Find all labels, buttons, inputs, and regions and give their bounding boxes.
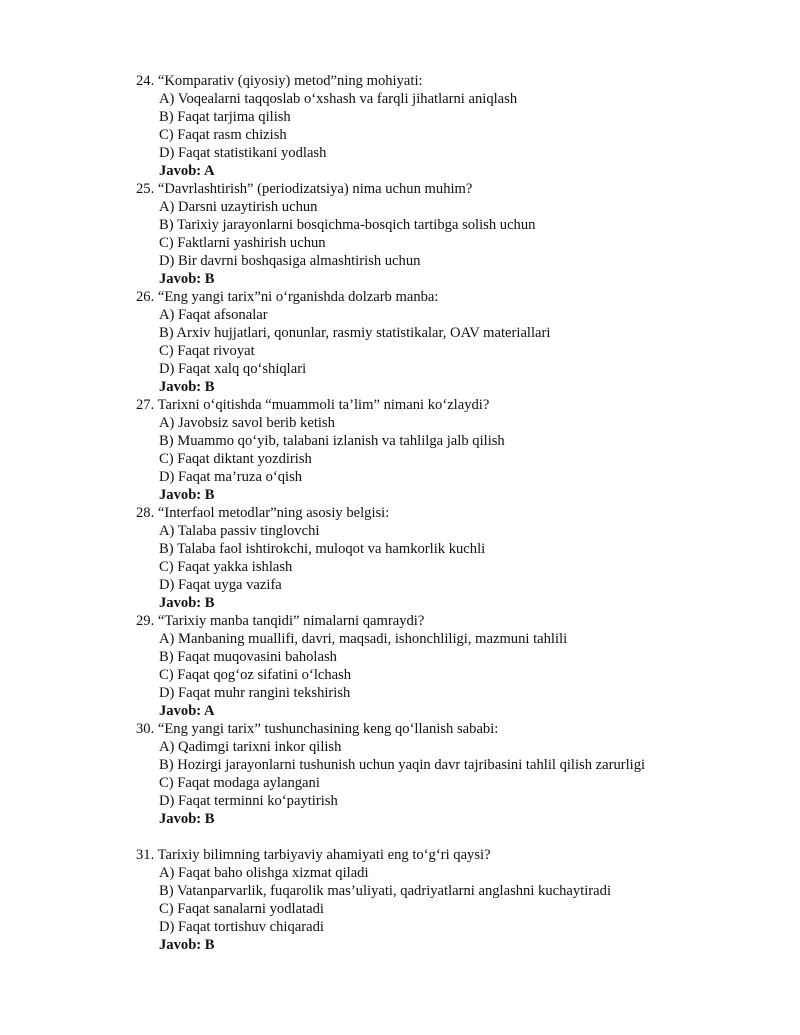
answer-key: Javob: B <box>159 937 215 953</box>
option-d: D) Bir davrni boshqasiga almashtirish uchun <box>159 253 421 269</box>
option-a: A) Javobsiz savol berib ketish <box>159 415 335 431</box>
option-d: D) Faqat muhr rangini tekshirish <box>159 685 351 701</box>
option-b: B) Muammo qo‘yib, talabani izlanish va tahlilga jalb qilish <box>159 433 505 449</box>
option-b: B) Talaba faol ishtirokchi, muloqot va hamkorlik kuchli <box>159 541 486 557</box>
option-c: C) Faqat qog‘oz sifatini o‘lchash <box>159 667 352 683</box>
option-c: C) Faqat yakka ishlash <box>159 559 293 575</box>
option-c: C) Faqat diktant yozdirish <box>159 451 312 467</box>
answer-key: Javob: B <box>159 379 215 395</box>
blank-line <box>136 828 786 846</box>
option-b: B) Arxiv hujjatlari, qonunlar, rasmiy statistikalar, OAV materiallari <box>159 325 551 341</box>
option-c: C) Faqat modaga aylangani <box>159 775 320 791</box>
question-24 <box>136 72 786 180</box>
answer-key: Javob: A <box>159 703 215 719</box>
answer-key: Javob: A <box>159 163 215 179</box>
option-b: B) Faqat tarjima qilish <box>159 109 291 125</box>
option-d: D) Faqat tortishuv chiqaradi <box>159 919 324 935</box>
option-b: B) Vatanparvarlik, fuqarolik mas’uliyati, qadriyatlarni anglashni kuchaytiradi <box>159 883 611 899</box>
question-text: 31. Tarixiy bilimning tarbiyaviy ahamiyati eng to‘g‘ri qaysi? <box>136 847 491 863</box>
option-d: D) Faqat terminni ko‘paytirish <box>159 793 338 809</box>
option-a: A) Darsni uzaytirish uchun <box>159 199 318 215</box>
question-text: 27. Tarixni o‘qitishda “muammoli ta’lim” nimani ko‘zlaydi? <box>136 397 490 413</box>
question-text: 25. “Davrlashtirish” (periodizatsiya) nima uchun muhim? <box>136 181 473 197</box>
quiz-list <box>136 72 786 954</box>
question-30 <box>136 720 786 828</box>
option-d: D) Faqat statistikani yodlash <box>159 145 327 161</box>
answer-key: Javob: B <box>159 487 215 503</box>
option-d: D) Faqat xalq qo‘shiqlari <box>159 361 307 377</box>
option-a: A) Talaba passiv tinglovchi <box>159 523 320 539</box>
option-b: B) Faqat muqovasini baholash <box>159 649 337 665</box>
answer-key: Javob: B <box>159 595 215 611</box>
answer-key: Javob: B <box>159 811 215 827</box>
option-c: C) Faqat rivoyat <box>159 343 255 359</box>
option-a: A) Qadimgi tarixni inkor qilish <box>159 739 342 755</box>
option-b: B) Hozirgi jarayonlarni tushunish uchun yaqin davr tajribasini tahlil qilish zarurligi <box>159 757 646 773</box>
question-text: 29. “Tarixiy manba tanqidi” nimalarni qamraydi? <box>136 613 425 629</box>
option-d: D) Faqat ma’ruza o‘qish <box>159 469 303 485</box>
question-31 <box>136 846 786 954</box>
question-text: 26. “Eng yangi tarix”ni o‘rganishda dolzarb manba: <box>136 289 439 305</box>
option-a: A) Faqat baho olishga xizmat qiladi <box>159 865 369 881</box>
option-a: A) Manbaning muallifi, davri, maqsadi, ishonchliligi, mazmuni tahlili <box>159 631 568 647</box>
option-d: D) Faqat uyga vazifa <box>159 577 282 593</box>
question-text: 24. “Komparativ (qiyosiy) metod”ning mohiyati: <box>136 73 423 89</box>
answer-key: Javob: B <box>159 271 215 287</box>
question-27 <box>136 396 786 504</box>
question-text: 30. “Eng yangi tarix” tushunchasining keng qo‘llanish sababi: <box>136 721 499 737</box>
option-a: A) Faqat afsonalar <box>159 307 268 323</box>
question-text: 28. “Interfaol metodlar”ning asosiy belgisi: <box>136 505 390 521</box>
option-c: C) Faqat sanalarni yodlatadi <box>159 901 324 917</box>
option-c: C) Faktlarni yashirish uchun <box>159 235 326 251</box>
option-b: B) Tarixiy jarayonlarni bosqichma-bosqich tartibga solish uchun <box>159 217 536 233</box>
question-26 <box>136 288 786 396</box>
question-28 <box>136 504 786 612</box>
question-25 <box>136 180 786 288</box>
question-29 <box>136 612 786 720</box>
option-a: A) Voqealarni taqqoslab o‘xshash va farqli jihatlarni aniqlash <box>159 91 518 107</box>
option-c: C) Faqat rasm chizish <box>159 127 287 143</box>
